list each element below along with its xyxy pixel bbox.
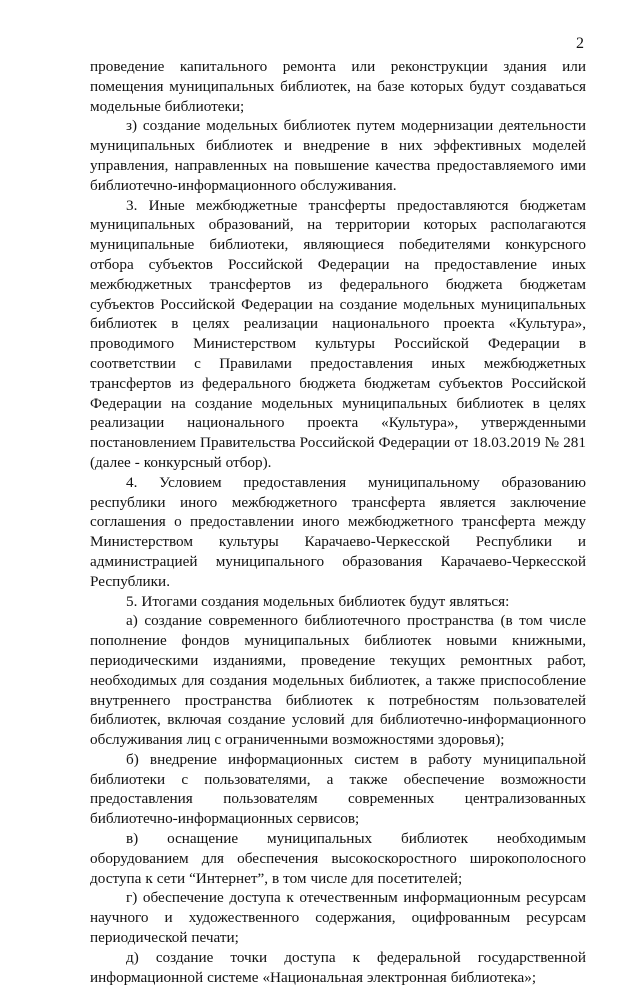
paragraph-item-a: а) создание современного библиотечного пространства (в том числе пополнение фондов муниципальных библиотек новыми книжными, периодическими изданиями, проведение текущих ремонтных работ, необходимых для создания модельных библиотек, а также приспособление внутреннего пространства библиотек к потребностям пользователей библиотек, включая создание условий для библиотечно-информационного обслуживания лиц с ограниченными возможностями здоровья); [90, 612, 586, 749]
document-body [90, 57, 586, 987]
paragraph-clause-3: 3. Иные межбюджетные трансферты предоставляются бюджетам муниципальных образований, на территории которых располагаются муниципальные библиотеки, являющиеся победителями конкурсного отбора субъектов Российской Федерации на предоставление иных межбюджетных трансфертов из федерального бюджета бюджетам субъектов Российской Федерации на создание модельных муниципальных библиотек в целях реализации национального проекта «Культура», проводимого Министерством культуры Российской Федерации в соответствии с Правилами предоставления иных межбюджетных трансфертов из федерального бюджета бюджетам субъектов Российской Федерации на создание модельных муниципальных библиотек в целях реализации национального проекта «Культура», утвержденными постановлением Правительства Российской Федерации от 18.03.2019 № 281 (далее - конкурсный отбор). [90, 196, 586, 471]
paragraph-item-d: д) создание точки доступа к федеральной государственной информационной системе «Национальная электронная библиотека»; [90, 948, 586, 986]
paragraph-item-g: г) обеспечение доступа к отечественным информационным ресурсам научного и художественного содержания, оцифрованным ресурсам периодической печати; [90, 889, 586, 947]
paragraph-item-b: б) внедрение информационных систем в работу муниципальной библиотеки с пользователями, а также обеспечение возможности предоставления пользователям современных централизованных библиотечно-информационных сервисов; [90, 750, 586, 828]
paragraph-item-z: з) создание модельных библиотек путем модернизации деятельности муниципальных библиотек и внедрение в них эффективных моделей управления, направленных на повышение качества предоставляемого ими библиотечно-информационного обслуживания. [90, 117, 586, 194]
paragraph-clause-4: 4. Условием предоставления муниципальному образованию республики иного межбюджетного трансферта является заключение соглашения о предоставлении иного межбюджетного трансферта между Министерством культуры Карачаево-Черкесской Республики и администрацией муниципального образования Карачаево-Черкесской Республики. [90, 473, 586, 590]
page-number: 2 [576, 35, 584, 52]
paragraph-item-v: в) оснащение муниципальных библиотек необходимым оборудованием для обеспечения высокоскоростного широкополосного доступа к сети “Интернет”, в том числе для посетителей; [90, 830, 586, 887]
paragraph-repair-continuation: проведение капитального ремонта или реконструкции здания или помещения муниципальных библиотек, на базе которых будут создаваться модельные библиотеки; [90, 58, 586, 115]
paragraph-clause-5: 5. Итогами создания модельных библиотек будут являться: [126, 592, 510, 610]
